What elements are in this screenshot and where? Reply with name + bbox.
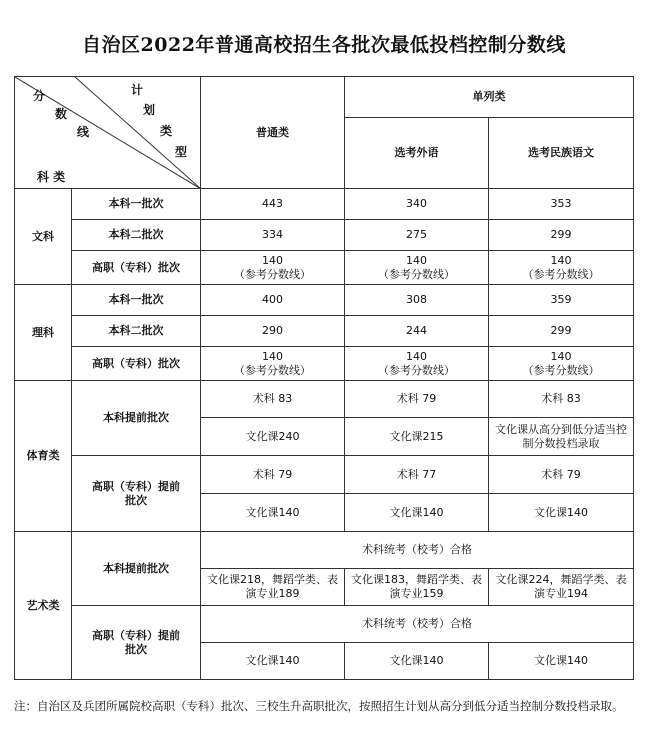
score-cell: 文化课224，舞蹈学类、表演专业194 [489, 569, 634, 606]
score-cell: 文化课140 [201, 494, 345, 532]
category-like: 理科 [15, 285, 72, 381]
score-note: （参考分数线） [522, 267, 600, 281]
score-cell: 340 [345, 189, 489, 220]
category-wenke: 文科 [15, 189, 72, 285]
batch-label: 本科提前批次 [72, 532, 201, 606]
score-cell: 275 [345, 220, 489, 251]
score-cell [489, 251, 634, 285]
score-note: （参考分数线） [378, 267, 455, 281]
score-cell: 术科 79 [345, 381, 489, 418]
diag-label-xian: 线 [77, 125, 90, 139]
batch-label: 本科二批次 [72, 316, 201, 347]
diag-label-ji: 计 [131, 83, 144, 97]
score-cell: 文化课140 [345, 643, 489, 680]
score-cell: 术科 83 [489, 381, 634, 418]
diag-label-lei: 类 [160, 124, 173, 138]
score-note: （参考分数线） [234, 363, 311, 377]
score-cell: 文化课215 [345, 418, 489, 456]
score-cell [201, 251, 345, 285]
batch-label: 本科一批次 [72, 189, 201, 220]
score-value: 140 [550, 253, 572, 267]
score-value: 140 [406, 253, 427, 267]
score-cell: 文化课218，舞蹈学类、表演专业189 [201, 569, 345, 606]
col-header-putong: 普通类 [201, 77, 345, 189]
score-cell: 244 [345, 316, 489, 347]
score-note: （参考分数线） [522, 363, 600, 377]
score-cell: 290 [201, 316, 345, 347]
batch-label: 本科一批次 [72, 285, 201, 316]
score-value: 140 [262, 253, 283, 267]
score-cell: 299 [489, 316, 634, 347]
batch-label: 高职（专科）提前批次 [72, 606, 201, 680]
score-cell: 443 [201, 189, 345, 220]
batch-label: 高职（专科）批次 [72, 347, 201, 381]
category-yishu: 艺术类 [15, 532, 72, 680]
score-cell: 术科 79 [489, 456, 634, 494]
score-note: （参考分数线） [378, 363, 455, 377]
diag-label-xing: 型 [175, 145, 188, 159]
batch-label: 本科二批次 [72, 220, 201, 251]
score-cell [345, 251, 489, 285]
score-cell: 术科 79 [201, 456, 345, 494]
diag-label-fen: 分 [33, 89, 46, 103]
score-cell-merged: 术科统考（校考）合格 [201, 532, 634, 569]
score-cell: 术科 83 [201, 381, 345, 418]
score-cell: 299 [489, 220, 634, 251]
score-cell [345, 347, 489, 381]
category-tiyu: 体育类 [15, 381, 72, 532]
diag-label-hua: 划 [143, 103, 156, 117]
score-cell [201, 347, 345, 381]
score-cell: 400 [201, 285, 345, 316]
score-cell: 文化课从高分到低分适当控制分数投档录取 [489, 418, 634, 456]
col-header-minzu: 选考民族语文 [489, 118, 634, 189]
col-header-danlie: 单列类 [345, 77, 634, 118]
batch-label: 高职（专科）提前批次 [72, 456, 201, 532]
diagonal-header-cell [15, 77, 201, 189]
batch-label: 本科提前批次 [72, 381, 201, 456]
score-cell: 文化课140 [489, 643, 634, 680]
col-header-waiyu: 选考外语 [345, 118, 489, 189]
score-value: 140 [406, 349, 427, 363]
score-cell [489, 347, 634, 381]
score-table [14, 76, 634, 680]
diag-label-kelei: 科 类 [37, 170, 66, 184]
score-cell: 353 [489, 189, 634, 220]
score-cell: 文化课183，舞蹈学类、表演专业159 [345, 569, 489, 606]
score-cell: 308 [345, 285, 489, 316]
batch-label: 高职（专科）批次 [72, 251, 201, 285]
score-cell: 文化课140 [201, 643, 345, 680]
score-cell: 359 [489, 285, 634, 316]
score-cell: 术科 77 [345, 456, 489, 494]
page-title: 自治区2022年普通高校招生各批次最低投档控制分数线 [82, 34, 566, 56]
score-note: （参考分数线） [234, 267, 311, 281]
score-value: 140 [550, 349, 572, 363]
score-cell: 文化课140 [345, 494, 489, 532]
score-cell-merged: 术科统考（校考）合格 [201, 606, 634, 643]
score-value: 140 [262, 349, 283, 363]
diag-label-shu: 数 [55, 107, 68, 121]
score-cell: 334 [201, 220, 345, 251]
score-cell: 文化课240 [201, 418, 345, 456]
score-cell: 文化课140 [489, 494, 634, 532]
footnote: 注：自治区及兵团所属院校高职（专科）批次、三校生升高职批次，按照招生计划从高分到低分适当控制分数投档录取。 [14, 699, 624, 713]
